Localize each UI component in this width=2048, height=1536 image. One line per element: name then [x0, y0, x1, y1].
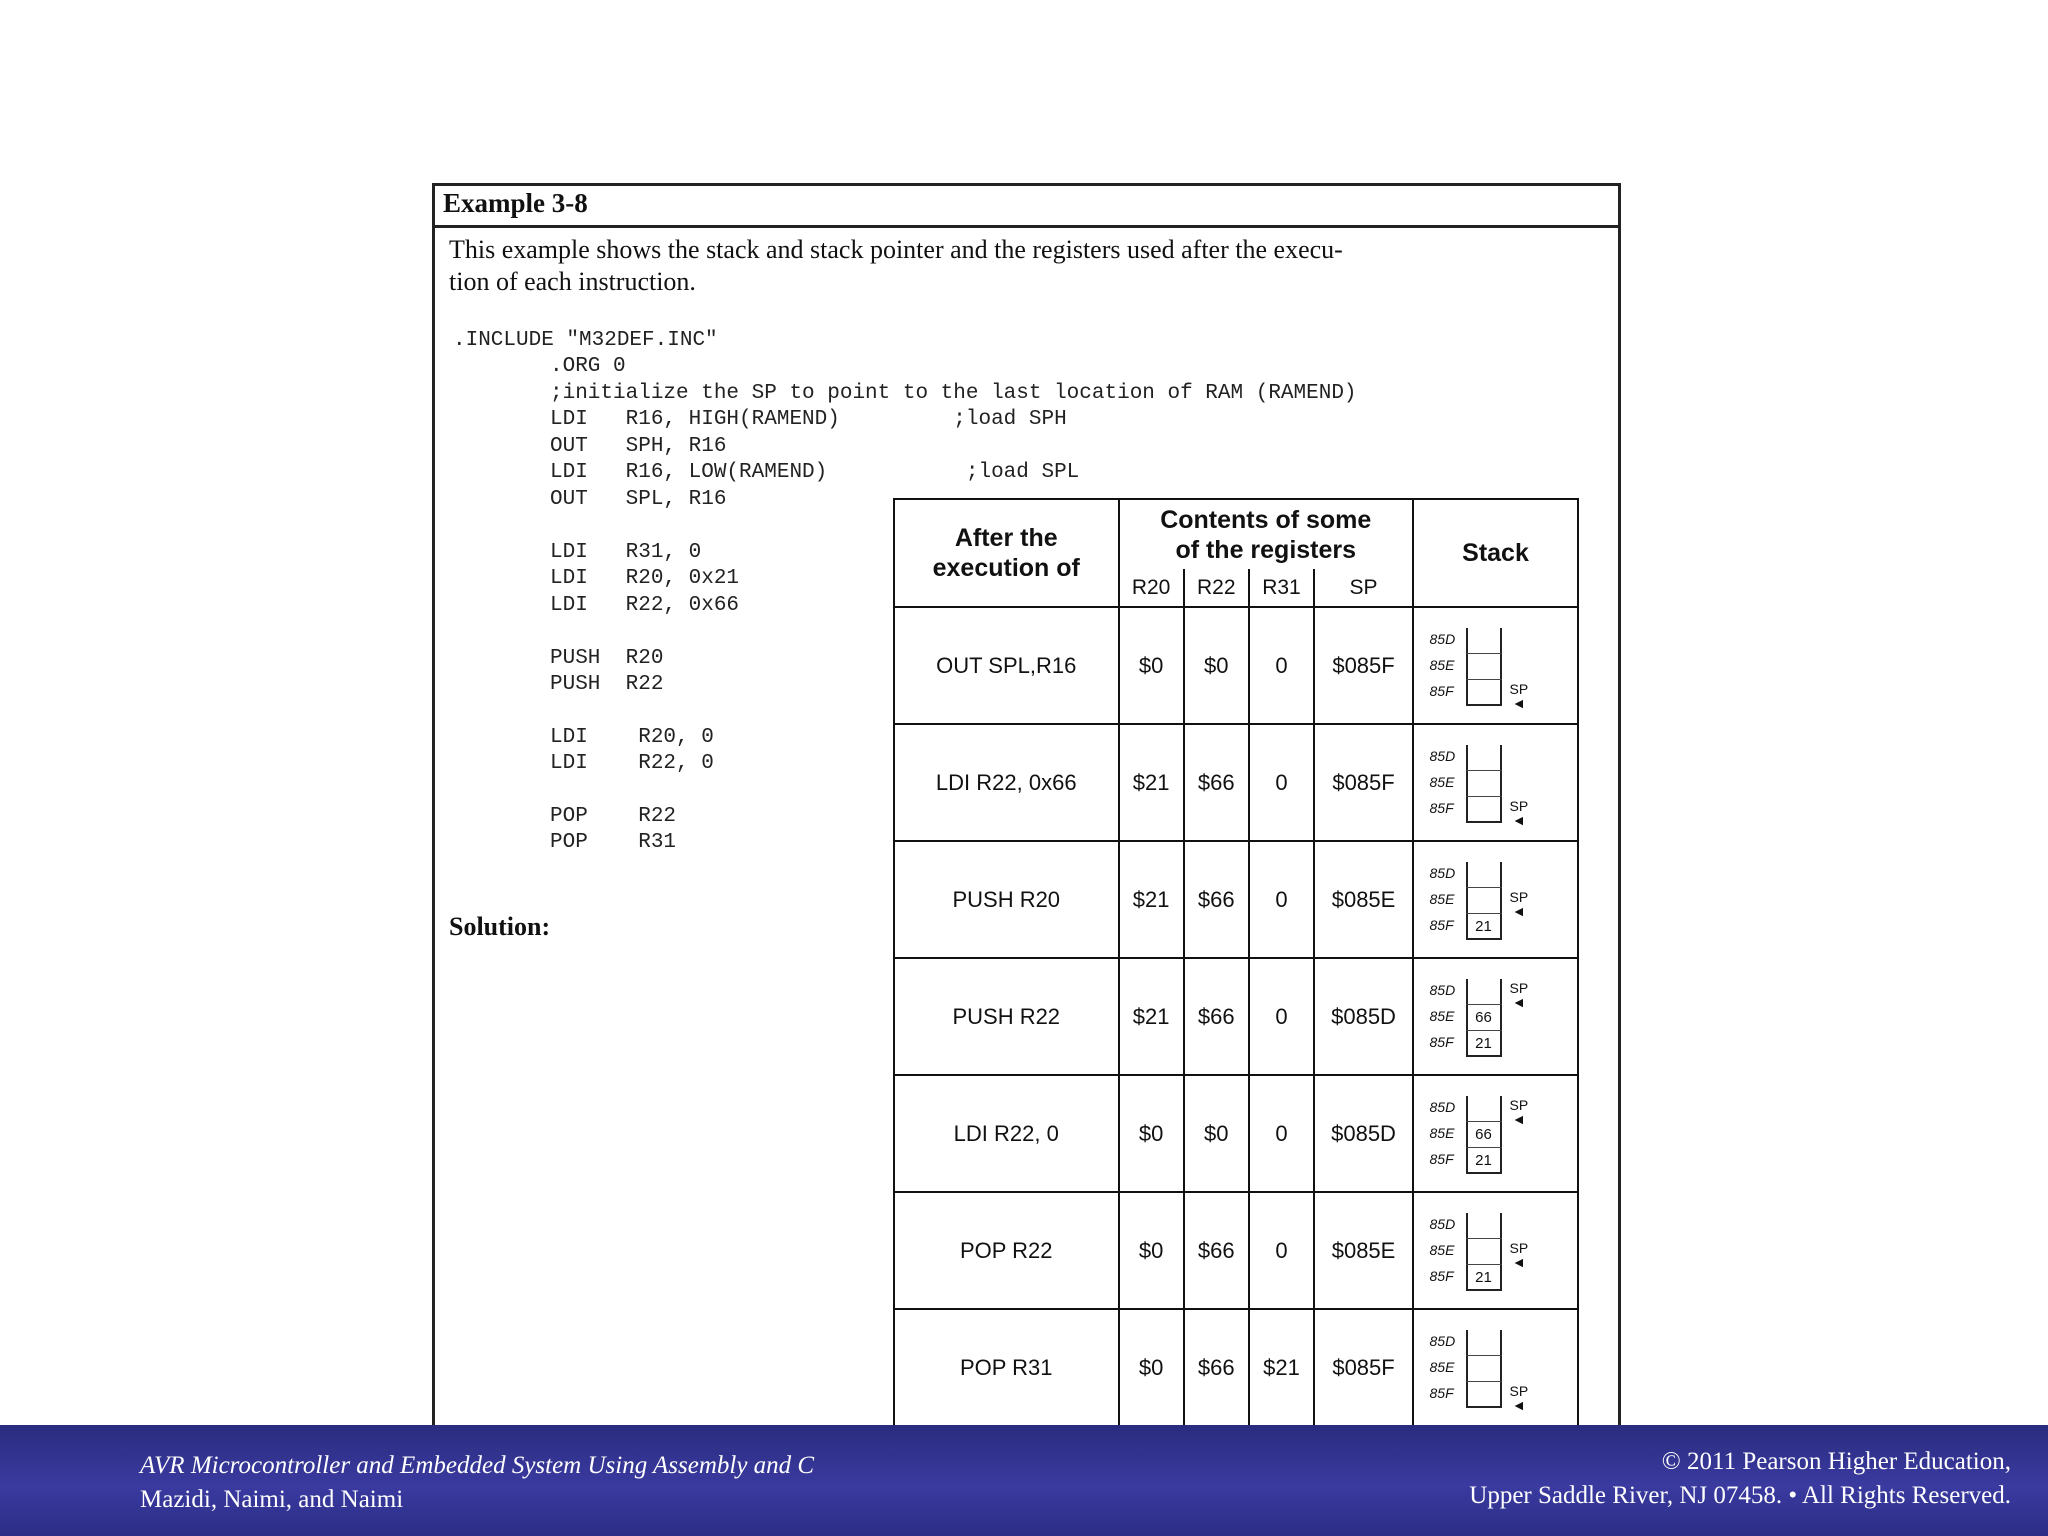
stack-slot — [1430, 979, 1502, 1005]
stack-slot — [1430, 654, 1502, 680]
stack-address: 85D — [1429, 747, 1456, 764]
stack-address: 85D — [1429, 1332, 1456, 1349]
sp-label: SP — [1509, 1239, 1529, 1256]
stack-slot — [1430, 628, 1502, 654]
instruction-cell: POP R22 — [894, 1192, 1119, 1309]
header-after-execution — [894, 499, 1119, 607]
stack-slot — [1430, 1031, 1502, 1057]
stack-value — [1466, 1330, 1502, 1356]
code-line: .INCLUDE "M32DEF.INC" — [453, 329, 718, 352]
stack-value: 21 — [1475, 1151, 1492, 1169]
footer-book-info — [140, 1449, 814, 1517]
footer-copyright — [1469, 1445, 2011, 1513]
footer-copyright-line1: © 2011 Pearson Higher Education, — [1661, 1448, 2011, 1475]
register-stack-table — [893, 498, 1579, 1427]
stack-diagram — [1430, 1207, 1562, 1295]
stack-slot — [1430, 1213, 1502, 1239]
footer-copyright-line2: Upper Saddle River, NJ 07458. • All Rights Reserved. — [1469, 1482, 2011, 1509]
r31-cell: 0 — [1249, 724, 1314, 841]
r31-cell: 0 — [1249, 607, 1314, 724]
r20-cell: $0 — [1119, 1192, 1184, 1309]
stack-slot — [1430, 1330, 1502, 1356]
stack-slot — [1430, 1005, 1502, 1031]
r20-cell: $21 — [1119, 841, 1184, 958]
stack-slot — [1430, 1356, 1502, 1382]
stack-address: 85D — [1429, 1098, 1456, 1115]
stack-value — [1466, 1213, 1502, 1239]
stack-slot — [1430, 1265, 1502, 1291]
stack-cell — [1413, 607, 1578, 724]
stack-diagram — [1430, 1090, 1562, 1178]
stack-value — [1466, 745, 1502, 771]
sp-arrow-icon: ◄ — [1511, 1253, 1526, 1270]
header-contents-line1: Contents of some — [1160, 505, 1372, 534]
code-line: PUSH R20 — [550, 647, 664, 670]
stack-address: 85E — [1429, 1124, 1455, 1141]
code-line: LDI R20, 0x21 — [550, 567, 740, 590]
stack-slot — [1430, 745, 1502, 771]
sp-cell: $085E — [1314, 841, 1413, 958]
stack-value — [1466, 979, 1502, 1005]
stack-value — [1466, 1356, 1502, 1382]
stack-value: 21 — [1475, 1268, 1492, 1286]
col-sp: SP — [1314, 569, 1413, 607]
header-contents-line2: of the registers — [1175, 535, 1357, 564]
stack-slot — [1430, 1096, 1502, 1122]
stack-value — [1466, 771, 1502, 797]
instruction-cell: PUSH R22 — [894, 958, 1119, 1075]
stack-address: 85F — [1429, 1033, 1454, 1050]
code-line: LDI R20, 0 — [550, 726, 714, 749]
stack-address: 85E — [1429, 1241, 1455, 1258]
header-after-line2: execution of — [932, 554, 1080, 582]
sp-arrow-icon: ◄ — [1511, 993, 1526, 1010]
intro-line: This example shows the stack and stack pointer and the registers used after the execu- — [449, 235, 1343, 264]
r31-cell: 0 — [1249, 1192, 1314, 1309]
r22-cell: $66 — [1184, 841, 1249, 958]
r22-cell: $66 — [1184, 1309, 1249, 1426]
code-line: POP R31 — [550, 831, 677, 854]
code-line: LDI R16, HIGH(RAMEND) ;load SPH — [550, 408, 1067, 431]
r31-cell: 0 — [1249, 1075, 1314, 1192]
col-r31: R31 — [1249, 569, 1314, 607]
sp-pointer — [1510, 682, 1529, 710]
code-line: LDI R31, 0 — [550, 541, 702, 564]
stack-address: 85D — [1429, 981, 1456, 998]
instruction-cell: OUT SPL,R16 — [894, 607, 1119, 724]
title-divider — [435, 225, 1618, 228]
stack-slot — [1430, 771, 1502, 797]
r22-cell: $66 — [1184, 958, 1249, 1075]
sp-pointer — [1510, 799, 1529, 827]
stack-address: 85E — [1429, 1007, 1455, 1024]
stack-address: 85D — [1429, 864, 1456, 881]
table-body — [894, 607, 1578, 1426]
sp-cell: $085D — [1314, 1075, 1413, 1192]
footer-bar — [0, 1425, 2048, 1536]
stack-value — [1466, 862, 1502, 888]
r20-cell: $0 — [1119, 1075, 1184, 1192]
table-row — [894, 1075, 1578, 1192]
table-row — [894, 841, 1578, 958]
sp-pointer — [1510, 890, 1529, 918]
stack-address: 85E — [1429, 890, 1455, 907]
stack-address: 85D — [1429, 630, 1456, 647]
stack-value: 66 — [1466, 1122, 1502, 1148]
stack-address: 85F — [1429, 916, 1454, 933]
r22-cell: $0 — [1184, 607, 1249, 724]
code-line: LDI R16, LOW(RAMEND) ;load SPL — [550, 461, 1080, 484]
code-line: LDI R22, 0x66 — [550, 594, 740, 617]
stack-diagram — [1430, 856, 1562, 944]
code-line: OUT SPH, R16 — [550, 435, 727, 458]
sp-label: SP — [1509, 1382, 1529, 1399]
stack-diagram — [1430, 739, 1562, 827]
stack-slot — [1430, 1382, 1502, 1408]
footer-authors: Mazidi, Naimi, and Naimi — [140, 1486, 404, 1513]
instruction-cell: POP R31 — [894, 1309, 1119, 1426]
stack-slot — [1430, 797, 1502, 823]
r31-cell: 0 — [1249, 841, 1314, 958]
table-row — [894, 958, 1578, 1075]
stack-cell — [1413, 1075, 1578, 1192]
stack-value — [1466, 680, 1502, 706]
stack-address: 85E — [1429, 1358, 1455, 1375]
sp-pointer — [1510, 981, 1529, 1009]
stack-slot — [1430, 914, 1502, 940]
r22-cell: $0 — [1184, 1075, 1249, 1192]
stack-cell — [1413, 1309, 1578, 1426]
stack-value — [1466, 1096, 1502, 1122]
code-line: .ORG 0 — [550, 355, 626, 378]
sp-cell: $085F — [1314, 607, 1413, 724]
stack-address: 85E — [1429, 773, 1455, 790]
r20-cell: $21 — [1119, 724, 1184, 841]
stack-slot — [1430, 888, 1502, 914]
r31-cell: 0 — [1249, 958, 1314, 1075]
table-row — [894, 1192, 1578, 1309]
stack-value — [1466, 1382, 1502, 1408]
stack-value — [1466, 888, 1502, 914]
stack-address: 85F — [1429, 1384, 1454, 1401]
r20-cell: $21 — [1119, 958, 1184, 1075]
stack-cell — [1413, 958, 1578, 1075]
col-r22: R22 — [1184, 569, 1249, 607]
r22-cell: $66 — [1184, 724, 1249, 841]
header-stack: Stack — [1413, 499, 1578, 607]
stack-slot — [1430, 1239, 1502, 1265]
header-after-line1: After the — [954, 524, 1058, 552]
stack-slot — [1430, 1122, 1502, 1148]
stack-diagram — [1430, 973, 1562, 1061]
stack-address: 85F — [1429, 1267, 1454, 1284]
sp-label: SP — [1509, 979, 1529, 996]
stack-cell — [1413, 724, 1578, 841]
sp-pointer — [1510, 1241, 1529, 1269]
stack-value — [1466, 628, 1502, 654]
header-register-contents — [1119, 499, 1414, 569]
sp-label: SP — [1509, 1096, 1529, 1113]
example-title: Example 3-8 — [443, 188, 588, 218]
r22-cell: $66 — [1184, 1192, 1249, 1309]
sp-cell: $085F — [1314, 724, 1413, 841]
stack-address: 85F — [1429, 1150, 1454, 1167]
stack-diagram — [1430, 622, 1562, 710]
sp-label: SP — [1509, 888, 1529, 905]
code-line: LDI R22, 0 — [550, 752, 714, 775]
col-r20: R20 — [1119, 569, 1184, 607]
sp-cell: $085F — [1314, 1309, 1413, 1426]
footer-book-title: AVR Microcontroller and Embedded System Using Assembly and C — [140, 1452, 815, 1479]
r31-cell: $21 — [1249, 1309, 1314, 1426]
stack-value — [1466, 654, 1502, 680]
stack-cell — [1413, 841, 1578, 958]
stack-value: 21 — [1475, 917, 1492, 935]
stack-address: 85F — [1429, 799, 1454, 816]
sp-arrow-icon: ◄ — [1511, 1396, 1526, 1413]
intro-line: tion of each instruction. — [449, 267, 696, 296]
stack-slot — [1430, 1148, 1502, 1174]
instruction-cell: LDI R22, 0 — [894, 1075, 1119, 1192]
stack-cell — [1413, 1192, 1578, 1309]
stack-value — [1466, 797, 1502, 823]
sp-arrow-icon: ◄ — [1511, 811, 1526, 828]
sp-pointer — [1510, 1384, 1529, 1412]
table-row — [894, 724, 1578, 841]
table-row — [894, 1309, 1578, 1426]
example-intro — [449, 234, 1589, 298]
stack-value — [1466, 1239, 1502, 1265]
stack-value: 21 — [1475, 1034, 1492, 1052]
stack-address: 85F — [1429, 682, 1454, 699]
code-line: ;initialize the SP to point to the last location of RAM (RAMEND) — [550, 382, 1357, 405]
table-row — [894, 607, 1578, 724]
sp-label: SP — [1509, 680, 1529, 697]
stack-value: 66 — [1466, 1005, 1502, 1031]
sp-arrow-icon: ◄ — [1511, 902, 1526, 919]
code-line: PUSH R22 — [550, 673, 664, 696]
instruction-cell: LDI R22, 0x66 — [894, 724, 1119, 841]
sp-arrow-icon: ◄ — [1511, 1110, 1526, 1127]
stack-diagram — [1430, 1324, 1562, 1412]
sp-pointer — [1510, 1098, 1529, 1126]
r20-cell: $0 — [1119, 607, 1184, 724]
sp-label: SP — [1509, 797, 1529, 814]
r20-cell: $0 — [1119, 1309, 1184, 1426]
stack-address: 85E — [1429, 656, 1455, 673]
code-line: OUT SPL, R16 — [550, 488, 727, 511]
stack-slot — [1430, 862, 1502, 888]
code-line: POP R22 — [550, 805, 677, 828]
sp-arrow-icon: ◄ — [1511, 694, 1526, 711]
solution-label: Solution: — [449, 912, 551, 941]
sp-cell: $085D — [1314, 958, 1413, 1075]
instruction-cell: PUSH R20 — [894, 841, 1119, 958]
stack-address: 85D — [1429, 1215, 1456, 1232]
sp-cell: $085E — [1314, 1192, 1413, 1309]
stack-slot — [1430, 680, 1502, 706]
